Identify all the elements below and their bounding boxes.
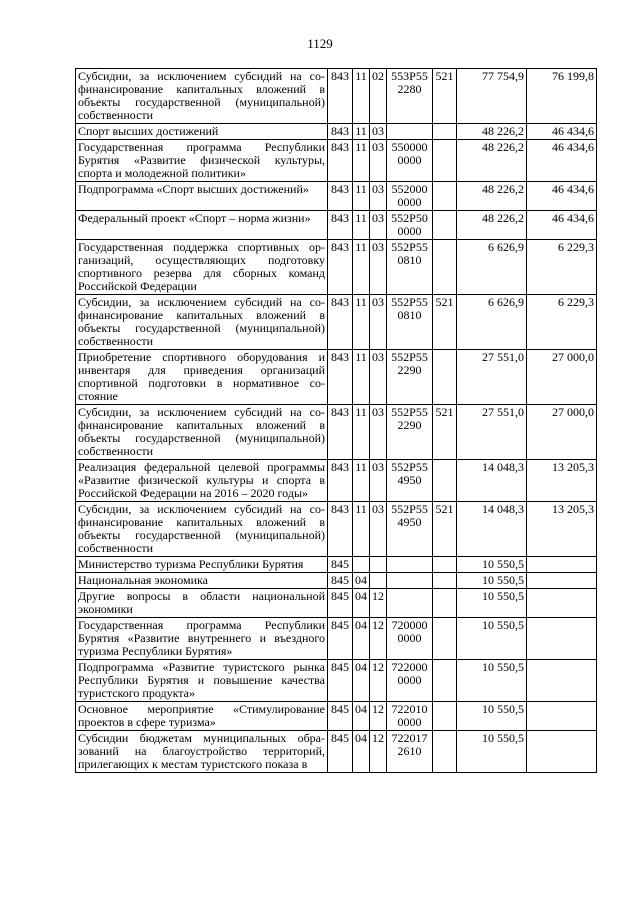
ministry-code: 843: [328, 350, 353, 405]
row-name: Основное мероприятие «Стимулирование проектов в сфере туризма»: [76, 702, 328, 731]
expense-type-code: [433, 589, 457, 618]
budget-table: [75, 68, 597, 773]
target-article-code: 552Р55 2290: [387, 405, 433, 460]
table-row: [76, 140, 597, 182]
subsection-code: 03: [370, 502, 387, 557]
table-row: [76, 350, 597, 405]
section-code: 04: [353, 731, 370, 773]
section-code: [353, 557, 370, 573]
target-article-code: [387, 557, 433, 573]
section-code: 11: [353, 69, 370, 124]
row-name: Спорт высших достижений: [76, 124, 328, 140]
amount-year-1: 6 626,9: [457, 240, 527, 295]
amount-year-2: 13 205,3: [527, 502, 597, 557]
expense-type-code: [433, 460, 457, 502]
expense-type-code: [433, 618, 457, 660]
target-article-code: [387, 124, 433, 140]
subsection-code: 03: [370, 295, 387, 350]
amount-year-2: 46 434,6: [527, 182, 597, 211]
ministry-code: 843: [328, 295, 353, 350]
target-article-code: [387, 573, 433, 589]
ministry-code: 843: [328, 502, 353, 557]
amount-year-2: 27 000,0: [527, 405, 597, 460]
expense-type-code: 521: [433, 502, 457, 557]
ministry-code: 845: [328, 731, 353, 773]
row-name: Субсидии, за исключением субсидий на софинансирование капитальных вложений в объекты государственной (муниципальной) собственности: [76, 69, 328, 124]
amount-year-2: 76 199,8: [527, 69, 597, 124]
table-row: [76, 460, 597, 502]
table-row: [76, 589, 597, 618]
amount-year-2: [527, 589, 597, 618]
subsection-code: 03: [370, 124, 387, 140]
amount-year-1: 48 226,2: [457, 211, 527, 240]
subsection-code: 12: [370, 702, 387, 731]
amount-year-2: [527, 618, 597, 660]
section-code: 11: [353, 295, 370, 350]
target-article-code: 552Р55 4950: [387, 460, 433, 502]
table-row: [76, 182, 597, 211]
subsection-code: 12: [370, 618, 387, 660]
subsection-code: [370, 573, 387, 589]
subsection-code: 03: [370, 240, 387, 295]
table-row: [76, 295, 597, 350]
row-name: Подпрограмма «Развитие туристского рынка Республики Бурятия и повышение качества туристского продукта»: [76, 660, 328, 702]
expense-type-code: [433, 660, 457, 702]
target-article-code: 550000 0000: [387, 140, 433, 182]
subsection-code: 03: [370, 140, 387, 182]
target-article-code: 552Р55 4950: [387, 502, 433, 557]
section-code: 11: [353, 140, 370, 182]
amount-year-2: 46 434,6: [527, 140, 597, 182]
amount-year-1: 10 550,5: [457, 589, 527, 618]
row-name: Субсидии бюджетам муниципальных образований на благоустройство территорий, прилегающих к местам туристского показа в: [76, 731, 328, 773]
page-number: 1129: [307, 36, 333, 51]
row-name: Субсидии, за исключением субсидий на софинансирование капитальных вложений в объекты государственной (муниципальной) собственности: [76, 295, 328, 350]
target-article-code: 722017 2610: [387, 731, 433, 773]
expense-type-code: [433, 350, 457, 405]
table-row: [76, 573, 597, 589]
section-code: 04: [353, 573, 370, 589]
expense-type-code: [433, 573, 457, 589]
expense-type-code: [433, 702, 457, 731]
amount-year-2: [527, 557, 597, 573]
target-article-code: 722010 0000: [387, 702, 433, 731]
ministry-code: 843: [328, 124, 353, 140]
row-name: Другие вопросы в области национальной экономики: [76, 589, 328, 618]
subsection-code: 03: [370, 460, 387, 502]
section-code: 04: [353, 660, 370, 702]
section-code: 11: [353, 405, 370, 460]
table-row: [76, 702, 597, 731]
expense-type-code: [433, 211, 457, 240]
ministry-code: 843: [328, 140, 353, 182]
target-article-code: 552Р55 0810: [387, 295, 433, 350]
row-name: Государственная поддержка спортивных организаций, осуществляющих подготовку спортивного резерва для сборных команд Российской Федерации: [76, 240, 328, 295]
expense-type-code: 521: [433, 405, 457, 460]
ministry-code: 843: [328, 240, 353, 295]
target-article-code: 722000 0000: [387, 660, 433, 702]
target-article-code: [387, 589, 433, 618]
amount-year-1: 48 226,2: [457, 182, 527, 211]
row-name: Национальная экономика: [76, 573, 328, 589]
subsection-code: 03: [370, 211, 387, 240]
amount-year-1: 14 048,3: [457, 460, 527, 502]
expense-type-code: [433, 557, 457, 573]
row-name: Подпрограмма «Спорт высших достижений»: [76, 182, 328, 211]
amount-year-1: 48 226,2: [457, 124, 527, 140]
row-name: Федеральный проект «Спорт – норма жизни»: [76, 211, 328, 240]
subsection-code: 03: [370, 405, 387, 460]
table-row: [76, 557, 597, 573]
table-row: [76, 618, 597, 660]
section-code: 11: [353, 460, 370, 502]
section-code: 04: [353, 618, 370, 660]
section-code: 04: [353, 702, 370, 731]
ministry-code: 843: [328, 405, 353, 460]
ministry-code: 845: [328, 618, 353, 660]
amount-year-2: 6 229,3: [527, 295, 597, 350]
amount-year-2: 6 229,3: [527, 240, 597, 295]
subsection-code: 03: [370, 350, 387, 405]
amount-year-2: [527, 660, 597, 702]
row-name: Министерство туризма Республики Бурятия: [76, 557, 328, 573]
row-name: Субсидии, за исключением субсидий на софинансирование капитальных вложений в объекты государственной (муниципальной) собственности: [76, 405, 328, 460]
ministry-code: 845: [328, 557, 353, 573]
ministry-code: 843: [328, 182, 353, 211]
amount-year-1: 14 048,3: [457, 502, 527, 557]
amount-year-1: 10 550,5: [457, 660, 527, 702]
amount-year-1: 10 550,5: [457, 702, 527, 731]
row-name: Государственная программа Республики Бурятия «Развитие физической культуры, спорта и молодежной политики»: [76, 140, 328, 182]
ministry-code: 845: [328, 702, 353, 731]
target-article-code: 720000 0000: [387, 618, 433, 660]
amount-year-1: 10 550,5: [457, 557, 527, 573]
expense-type-code: [433, 240, 457, 295]
target-article-code: 552Р50 0000: [387, 211, 433, 240]
table-row: [76, 240, 597, 295]
section-code: 11: [353, 124, 370, 140]
expense-type-code: 521: [433, 295, 457, 350]
expense-type-code: 521: [433, 69, 457, 124]
amount-year-1: 77 754,9: [457, 69, 527, 124]
amount-year-1: 48 226,2: [457, 140, 527, 182]
row-name: Реализация федеральной целевой программы «Развитие физической культуры и спорта в Российской Федерации на 2016 – 2020 годы»: [76, 460, 328, 502]
amount-year-1: 6 626,9: [457, 295, 527, 350]
table-row: [76, 405, 597, 460]
ministry-code: 843: [328, 211, 353, 240]
table-row: [76, 660, 597, 702]
row-name: Государственная программа Республики Бурятия «Развитие внутреннего и въездного туризма Республики Бурятия»: [76, 618, 328, 660]
amount-year-2: 13 205,3: [527, 460, 597, 502]
section-code: 11: [353, 182, 370, 211]
target-article-code: 552000 0000: [387, 182, 433, 211]
expense-type-code: [433, 140, 457, 182]
target-article-code: 552Р55 0810: [387, 240, 433, 295]
table-row: [76, 124, 597, 140]
amount-year-2: 46 434,6: [527, 124, 597, 140]
section-code: 11: [353, 502, 370, 557]
table-row: [76, 502, 597, 557]
subsection-code: 12: [370, 731, 387, 773]
subsection-code: 02: [370, 69, 387, 124]
target-article-code: 552Р55 2290: [387, 350, 433, 405]
ministry-code: 843: [328, 460, 353, 502]
section-code: 11: [353, 211, 370, 240]
amount-year-1: 27 551,0: [457, 350, 527, 405]
ministry-code: 845: [328, 589, 353, 618]
subsection-code: 12: [370, 589, 387, 618]
amount-year-2: [527, 731, 597, 773]
amount-year-2: 27 000,0: [527, 350, 597, 405]
amount-year-1: 10 550,5: [457, 573, 527, 589]
amount-year-2: 46 434,6: [527, 211, 597, 240]
section-code: 11: [353, 240, 370, 295]
ministry-code: 845: [328, 660, 353, 702]
target-article-code: 553Р55 2280: [387, 69, 433, 124]
table-row: [76, 731, 597, 773]
table-row: [76, 211, 597, 240]
expense-type-code: [433, 124, 457, 140]
amount-year-1: 10 550,5: [457, 618, 527, 660]
expense-type-code: [433, 182, 457, 211]
subsection-code: 12: [370, 660, 387, 702]
subsection-code: 03: [370, 182, 387, 211]
section-code: 04: [353, 589, 370, 618]
section-code: 11: [353, 350, 370, 405]
row-name: Субсидии, за исключением субсидий на софинансирование капитальных вложений в объекты государственной (муниципальной) собственности: [76, 502, 328, 557]
amount-year-1: 10 550,5: [457, 731, 527, 773]
amount-year-2: [527, 702, 597, 731]
ministry-code: 843: [328, 69, 353, 124]
amount-year-2: [527, 573, 597, 589]
table-row: [76, 69, 597, 124]
ministry-code: 845: [328, 573, 353, 589]
expense-type-code: [433, 731, 457, 773]
subsection-code: [370, 557, 387, 573]
amount-year-1: 27 551,0: [457, 405, 527, 460]
row-name: Приобретение спортивного оборудования и инвентаря для приведения организаций спортивной подготовки в нормативное состояние: [76, 350, 328, 405]
